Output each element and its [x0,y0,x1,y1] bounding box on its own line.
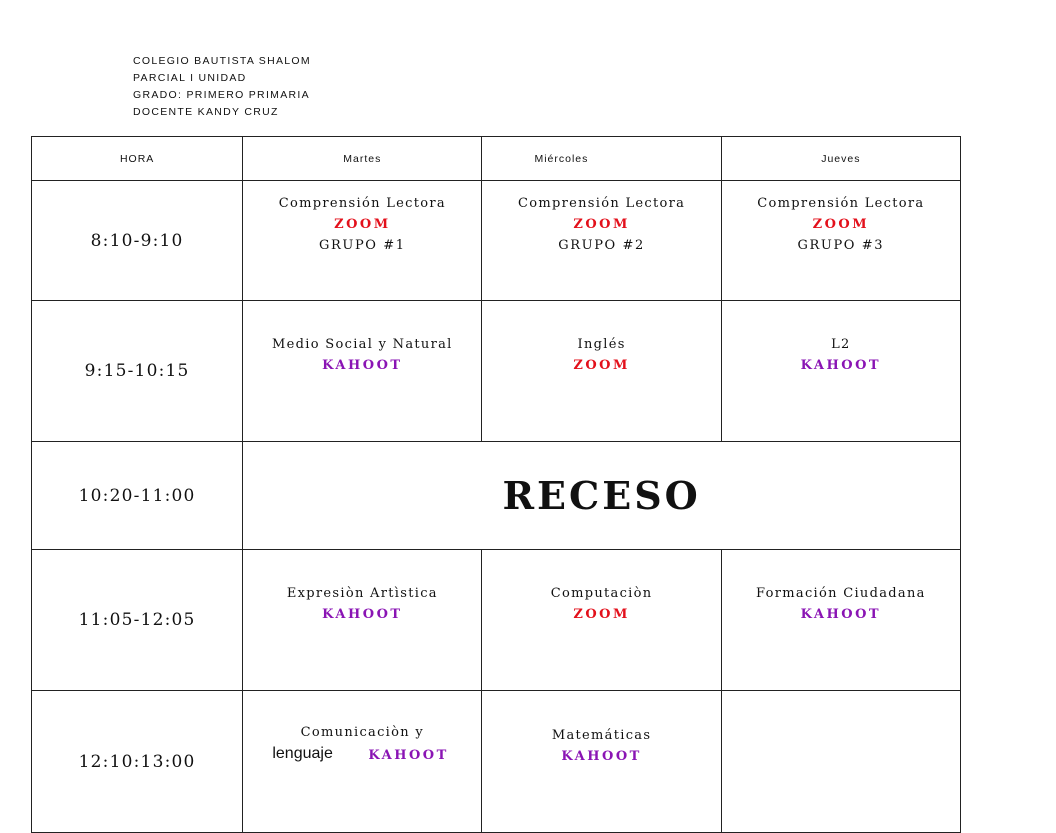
table-row [32,550,961,691]
platform-label: KAHOOT [800,358,882,373]
class-cell [721,181,960,301]
platform-label: ZOOM [573,358,630,373]
recess-label: RECESO [502,473,701,518]
platform-label: KAHOOT [800,607,882,622]
platform-label: ZOOM [573,607,630,622]
class-cell [482,301,721,442]
recess-cell [243,442,961,550]
empty-cell [721,691,960,833]
subject-label: Comprensión Lectora [278,196,446,211]
class-cell [482,550,721,691]
column-header-martes: Martes [243,137,482,181]
platform-label: ZOOM [812,217,870,232]
class-cell [721,550,960,691]
subject-label: Medio Social y Natural [272,337,453,352]
subject-label-continued: lenguaje [272,745,333,762]
term-label: PARCIAL I UNIDAD [133,72,247,84]
table-row [32,301,961,442]
teacher-label: DOCENTE KANDY CRUZ [133,106,279,118]
table-header-row [32,137,961,181]
class-cell [721,301,960,442]
class-cell [482,691,721,833]
class-cell [482,181,721,301]
table-row [32,181,961,301]
class-cell [243,691,482,833]
time-cell: 8:10-9:10 [32,181,243,301]
subject-label: Comprensión Lectora [757,196,925,211]
platform-label: KAHOOT [322,607,403,622]
grade-label: GRADO: PRIMERO PRIMARIA [133,89,310,101]
subject-label: Formación Ciudadana [756,586,926,601]
time-cell: 12:10:13:00 [32,691,243,833]
group-label: GRUPO #1 [319,238,406,253]
subject-label: L2 [831,337,851,352]
school-name: COLEGIO BAUTISTA SHALOM [133,55,311,67]
platform-label: KAHOOT [561,749,642,764]
platform-label: KAHOOT [322,358,403,373]
subject-label: Comprensión Lectora [518,196,686,211]
platform-label: KAHOOT [368,748,449,763]
column-header-jueves: Jueves [721,137,960,181]
document-header [133,53,311,121]
group-label: GRUPO #2 [558,238,645,253]
group-label: GRUPO #3 [797,238,885,253]
platform-label: ZOOM [334,217,391,232]
time-cell: 11:05-12:05 [32,550,243,691]
time-cell: 10:20-11:00 [32,442,243,550]
subject-label: Expresiòn Artìstica [286,586,438,601]
subject-label: Comunicaciòn y [300,725,425,740]
subject-label: Inglés [577,337,626,352]
schedule-table [31,136,961,833]
column-header-hora: HORA [32,137,243,181]
platform-label: ZOOM [573,217,630,232]
class-cell [243,181,482,301]
subject-label: Computaciòn [550,586,653,601]
column-header-miercoles: Miércoles [482,137,721,181]
table-row [32,691,961,833]
split-subject [262,725,462,775]
class-cell [243,550,482,691]
table-row [32,442,961,550]
time-cell: 9:15-10:15 [32,301,243,442]
class-cell [243,301,482,442]
subject-label: Matemáticas [551,728,652,743]
